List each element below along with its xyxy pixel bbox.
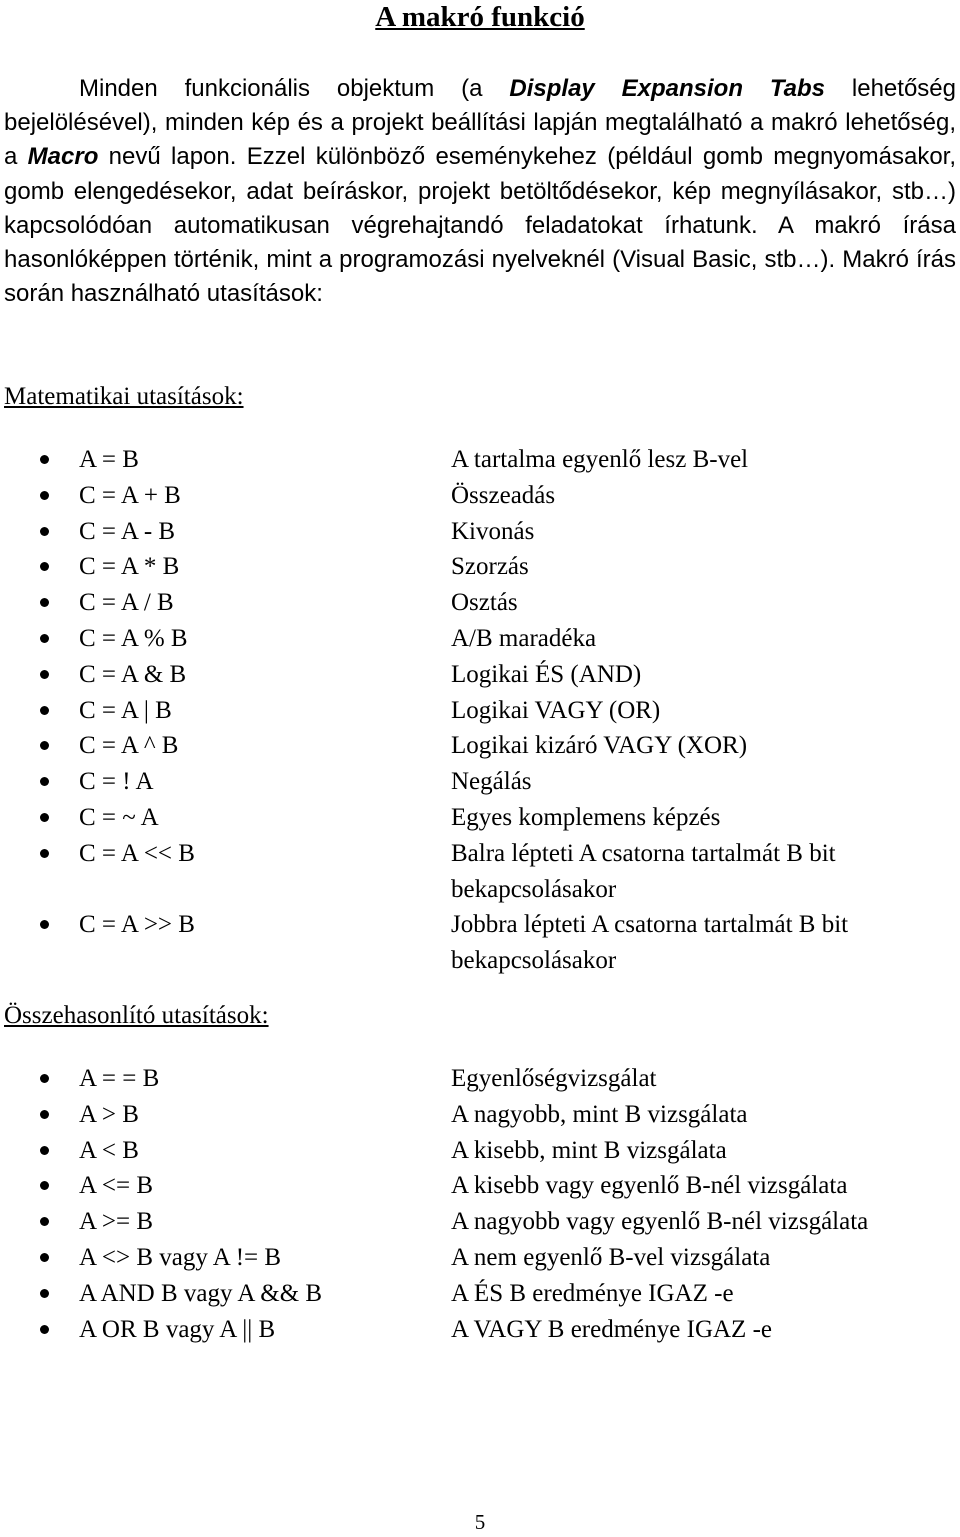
instruction-description: Osztás xyxy=(451,589,518,617)
bullet-icon xyxy=(40,598,49,607)
instruction-description: Logikai VAGY (OR) xyxy=(451,696,661,724)
instruction-operator: C = A >> B xyxy=(79,911,195,939)
instruction-description: A nagyobb vagy egyenlő B-nél vizsgálata xyxy=(451,1208,869,1236)
instruction-operator: A = = B xyxy=(79,1065,160,1092)
instruction-description: Negálás xyxy=(451,768,532,796)
instruction-description: Szorzás xyxy=(451,553,529,581)
instruction-row xyxy=(0,1061,960,1097)
instruction-description: A/B maradéka xyxy=(451,624,597,652)
intro-paragraph xyxy=(4,72,956,311)
instruction-description: Jobbra lépteti A csatorna tartalmát B bit bekapcsolásakor xyxy=(451,911,849,975)
bullet-icon xyxy=(40,777,49,786)
instruction-row xyxy=(0,1168,960,1204)
instruction-operator: C = A - B xyxy=(79,517,176,545)
instruction-row xyxy=(0,1312,960,1348)
instruction-row xyxy=(0,621,960,657)
instruction-operator: C = A * B xyxy=(79,553,180,581)
instruction-description: Logikai ÉS (AND) xyxy=(451,660,642,688)
instruction-row xyxy=(0,836,960,908)
instruction-description: Összeadás xyxy=(451,481,556,509)
instruction-row xyxy=(0,1204,960,1240)
instruction-operator: C = A % B xyxy=(79,624,188,652)
bullet-icon xyxy=(40,634,49,643)
instruction-description: Egyes komplemens képzés xyxy=(451,803,721,831)
bullet-icon xyxy=(40,920,49,929)
instruction-row xyxy=(0,657,960,693)
bullet-icon xyxy=(40,849,49,858)
instruction-row xyxy=(0,907,960,979)
instruction-row xyxy=(0,585,960,621)
intro-text-3: nevű lapon. Ezzel különböző eseménykehez (például gomb megnyomásakor, gomb elengedésekor, adat beíráskor, projekt betöltődésekor, kép megnyílásakor, stb…) kapcsolódóan automatikusan végrehajtandó feladatokat írhatunk. A makró írása hasonlóképpen történik, mint a programozási nyelveknél (Visual Basic, stb…). Makró írás során használható utasítások: xyxy=(4,143,957,308)
instruction-operator: A <= B xyxy=(79,1172,154,1200)
instruction-row xyxy=(0,1240,960,1276)
instruction-operator: A = B xyxy=(79,446,139,473)
instruction-description: A ÉS B eredménye IGAZ -e xyxy=(451,1279,734,1307)
instruction-row xyxy=(0,442,960,478)
instruction-description: A kisebb vagy egyenlő B-nél vizsgálata xyxy=(451,1172,848,1200)
page-title: A makró funkció xyxy=(375,1,585,33)
bullet-icon xyxy=(40,1217,49,1226)
instruction-row xyxy=(0,514,960,550)
bullet-icon xyxy=(40,813,49,822)
instruction-description: A tartalma egyenlő lesz B-vel xyxy=(451,446,749,473)
instruction-row xyxy=(0,1097,960,1133)
instruction-description: Balra lépteti A csatorna tartalmát B bit bekapcsolásakor xyxy=(451,839,836,903)
instruction-row xyxy=(0,1276,960,1312)
bullet-icon xyxy=(40,1146,49,1155)
bullet-icon xyxy=(40,1325,49,1334)
bullet-icon xyxy=(40,527,49,536)
instruction-description: A nagyobb, mint B vizsgálata xyxy=(451,1100,748,1128)
instruction-description: Egyenlőségvizsgálat xyxy=(451,1065,657,1092)
bullet-icon xyxy=(40,741,49,750)
bullet-icon xyxy=(40,455,49,464)
instruction-description: A kisebb, mint B vizsgálata xyxy=(451,1136,727,1164)
instruction-row xyxy=(0,478,960,514)
instruction-row xyxy=(0,1133,960,1169)
instruction-description: A nem egyenlő B-vel vizsgálata xyxy=(451,1243,771,1271)
instruction-row xyxy=(0,764,960,800)
bullet-icon xyxy=(40,562,49,571)
instruction-operator: A >= B xyxy=(79,1208,154,1236)
math-heading: Matematikai utasítások: xyxy=(4,383,244,410)
instruction-operator: A AND B vagy A && B xyxy=(79,1279,323,1307)
bullet-icon xyxy=(40,706,49,715)
page-number: 5 xyxy=(474,1510,486,1534)
intro-text-1: Minden funkcionális objektum (a xyxy=(79,75,510,102)
bullet-icon xyxy=(40,1181,49,1190)
intro-emphasis-display-expansion-tabs: Display Expansion Tabs xyxy=(509,75,826,102)
bullet-icon xyxy=(40,1253,49,1262)
intro-text-2: lehetőség bejelölésével), minden kép és a projekt beállítási lapján megtalálható a makró lehetőség, a xyxy=(4,75,956,171)
math-instruction-list xyxy=(0,442,960,979)
instruction-operator: A > B xyxy=(79,1100,139,1128)
instruction-operator: C = A | B xyxy=(79,696,172,724)
instruction-row xyxy=(0,549,960,585)
compare-instruction-list xyxy=(0,1061,960,1347)
instruction-operator: C = A & B xyxy=(79,660,187,688)
instruction-operator: A < B xyxy=(79,1136,139,1164)
instruction-row xyxy=(0,800,960,836)
instruction-description: Logikai kizáró VAGY (XOR) xyxy=(451,732,748,760)
instruction-operator: A <> B vagy A != B xyxy=(79,1243,282,1271)
compare-heading: Összehasonlító utasítások: xyxy=(4,1002,269,1029)
instruction-operator: A OR B vagy A || B xyxy=(79,1315,276,1343)
instruction-description: A VAGY B eredménye IGAZ -e xyxy=(451,1315,772,1343)
instruction-operator: C = A / B xyxy=(79,589,174,617)
instruction-operator: C = A << B xyxy=(79,839,195,867)
instruction-description: Kivonás xyxy=(451,517,535,545)
bullet-icon xyxy=(40,1074,49,1083)
instruction-operator: C = A ^ B xyxy=(79,732,179,760)
instruction-operator: C = A + B xyxy=(79,481,181,509)
instruction-operator: C = ! A xyxy=(79,768,154,796)
bullet-icon xyxy=(40,491,49,500)
instruction-row xyxy=(0,728,960,764)
bullet-icon xyxy=(40,1289,49,1298)
instruction-operator: C = ~ A xyxy=(79,803,159,831)
intro-emphasis-macro: Macro xyxy=(27,143,99,171)
bullet-icon xyxy=(40,670,49,679)
bullet-icon xyxy=(40,1110,49,1119)
instruction-row xyxy=(0,693,960,729)
